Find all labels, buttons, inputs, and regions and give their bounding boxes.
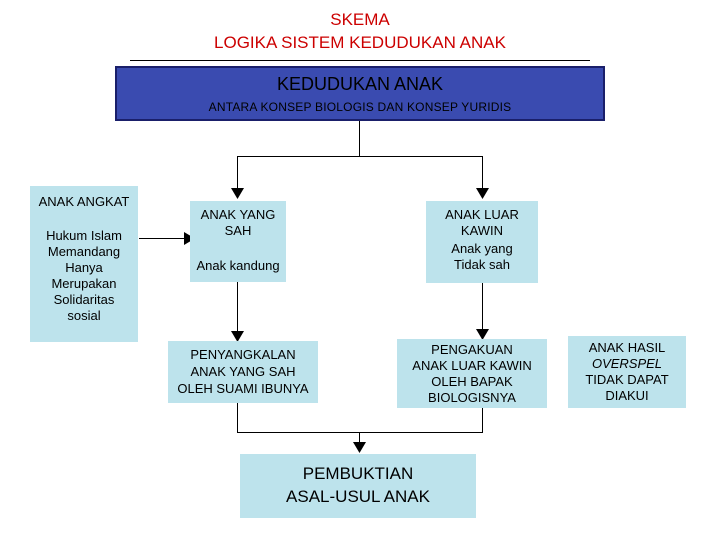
anak-hasil-line: DIAKUI [605, 388, 649, 403]
connector-merge-horizontal [237, 432, 483, 433]
pembuktian-box [240, 454, 476, 518]
anak-hasil-overspel-box [568, 336, 686, 408]
pengakuan-line: ANAK LUAR KAWIN [412, 358, 532, 373]
diagram-title-line1: SKEMA [330, 10, 390, 29]
pengakuan-line: OLEH BAPAK [431, 374, 513, 389]
connector-branch-horizontal [237, 156, 483, 157]
pengakuan-line: BIOLOGISNYA [428, 390, 516, 405]
pembuktian-line: PEMBUKTIAN [302, 464, 414, 483]
anak-hasil-line: ANAK HASIL [588, 340, 666, 355]
pengakuan-box [397, 339, 547, 408]
anak-angkat-body-line: Hukum Islam [46, 228, 122, 243]
anak-luar-kawin-title-line: KAWIN [460, 223, 504, 238]
anak-sah-subtitle: Anak kandung [196, 258, 280, 273]
pengakuan-line: PENGAKUAN [431, 342, 513, 357]
penyangkalan-line: OLEH SUAMI IBUNYA [177, 381, 309, 396]
connector-penyangkalan-down [237, 403, 238, 433]
anak-angkat-body-line: Merupakan [51, 276, 117, 291]
anak-luar-kawin-sub-line: Anak yang [451, 241, 513, 256]
connector-header-down [359, 121, 360, 157]
anak-angkat-box [30, 186, 138, 342]
pembuktian-line: ASAL-USUL ANAK [286, 487, 430, 506]
diagram-title-line2: LOGIKA SISTEM KEDUDUKAN ANAK [214, 33, 506, 52]
anak-hasil-line: OVERSPEL [591, 356, 663, 371]
anak-angkat-body-line: Memandang [47, 244, 121, 259]
penyangkalan-line: ANAK YANG SAH [190, 364, 296, 379]
anak-sah-box [190, 201, 286, 282]
header-title: KEDUDUKAN ANAK [276, 74, 444, 94]
connector-pengakuan-down [482, 408, 483, 433]
connector-branch-right-down [482, 156, 483, 192]
arrow-to-anak-sah [231, 188, 245, 200]
title-divider [130, 60, 590, 61]
anak-luar-kawin-sub-line: Tidak sah [454, 257, 510, 272]
connector-branch-left-down [237, 156, 238, 192]
connector-angkat-to-sah [139, 238, 185, 239]
arrow-to-anak-luar-kawin [476, 188, 490, 200]
anak-angkat-body-line: Solidaritas [53, 292, 115, 307]
anak-luar-kawin-box [426, 201, 538, 283]
penyangkalan-line: PENYANGKALAN [190, 347, 296, 362]
anak-angkat-body-line: sosial [67, 308, 101, 323]
penyangkalan-box [168, 341, 318, 403]
anak-sah-title-line: SAH [224, 223, 252, 238]
header-subtitle: ANTARA KONSEP BIOLOGIS DAN KONSEP YURIDIS [208, 100, 512, 114]
connector-luar-kawin-to-pengakuan [482, 283, 483, 331]
anak-hasil-line: TIDAK DAPAT [585, 372, 669, 387]
anak-sah-title-line: ANAK YANG [200, 207, 276, 222]
header-box [115, 66, 605, 121]
anak-luar-kawin-title-line: ANAK LUAR [445, 207, 519, 222]
arrow-to-pembuktian [353, 442, 367, 454]
anak-angkat-title: ANAK ANGKAT [38, 194, 130, 209]
anak-angkat-body-line: Hanya [65, 260, 103, 275]
connector-sah-to-penyangkalan [237, 282, 238, 332]
